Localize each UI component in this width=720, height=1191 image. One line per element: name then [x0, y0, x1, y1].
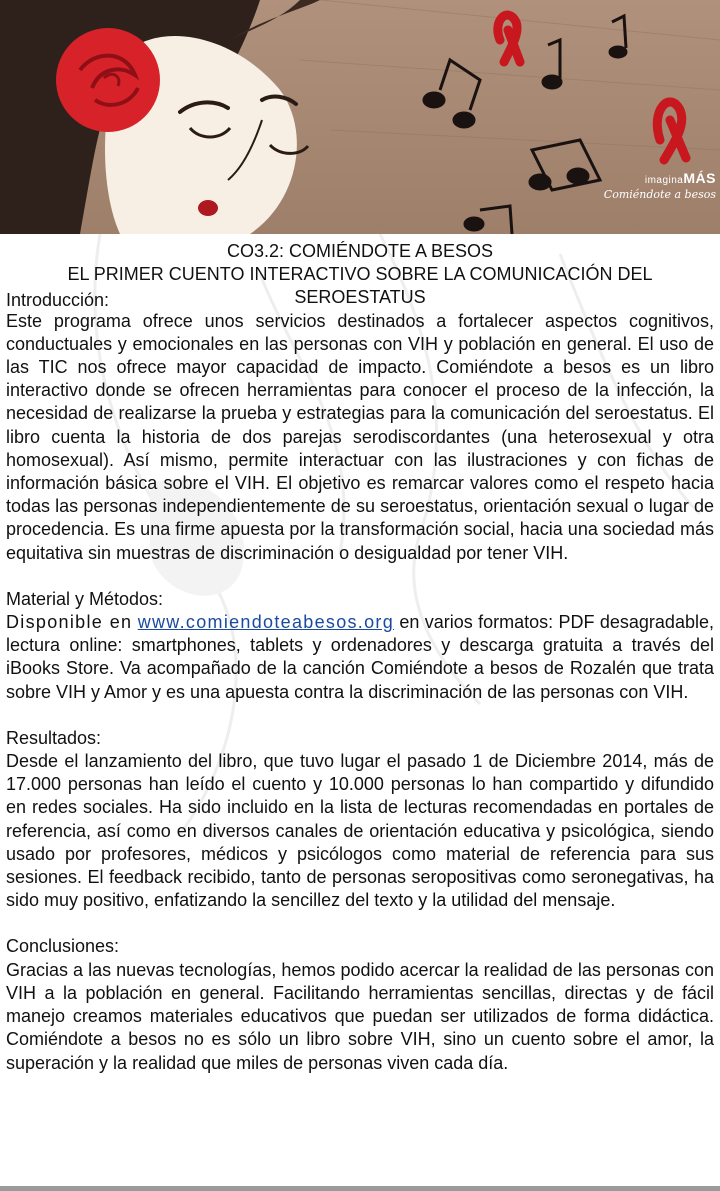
page-subtitle-line-1: EL PRIMER CUENTO INTERACTIVO SOBRE LA COMUNICACIÓN DEL [67, 264, 653, 285]
page-subtitle-line-2: SEROESTATUS [294, 287, 426, 308]
intro-heading: Introducción: [6, 290, 110, 310]
brand-logo-strong: MÁS [683, 170, 716, 186]
brand-logo [596, 170, 716, 201]
methods-heading: Material y Métodos: [6, 588, 164, 609]
conclusions-heading: Conclusiones: [6, 936, 120, 957]
methods-text-rest: en varios formatos: PDF desagradable, lectura online: smartphones, tablets y ordenadores y descarga gratuita a través del iBooks Store. Va acompañado de la canción Comiéndote a besos de Rozalén que trata sobre VIH y Amor y es una apuesta contra la discriminación de las personas con VIH. [6, 612, 714, 702]
rose-icon [56, 28, 160, 132]
bottom-border [0, 1186, 720, 1191]
red-ribbon-icon [498, 15, 686, 160]
page-title: CO3.2: COMIÉNDOTE A BESOS [226, 241, 494, 261]
music-notes-icon [424, 16, 626, 234]
methods-text-start: Disponible en [6, 612, 133, 633]
methods-paragraph [6, 611, 714, 704]
results-paragraph: Desde el lanzamiento del libro, que tuvo lugar el pasado 1 de Diciembre 2014, más de 17.000 personas han leído el cuento y 10.000 personas lo han compartido y difundido en redes sociales. Ha sido incluido en la lista de lecturas recomendadas en portales de referencia, así como en diversos canales de orientación educativa y psicológica, siendo usado por profesores, médicos y psicólogos como material de referencia para sus sesiones. El feedback recibido, tanto de personas seropositivas como seronegativas, ha sido muy positivo, enfatizando la sencillez del texto y la utilidad del mensaje. [6, 751, 714, 911]
website-link[interactable]: www.comiendoteabesos.org [137, 612, 395, 633]
results-heading: Resultados: [6, 727, 102, 748]
title-block [6, 240, 714, 310]
abstract-content [6, 234, 714, 1075]
brand-logo-light: imagina [644, 175, 684, 186]
conclusions-paragraph: Gracias a las nuevas tecnologías, hemos podido acercar la realidad de las personas con VIH a la población en general. Facilitando herramientas sencillas, directas y de fácil manejo creamos materiales educativos que puedan ser utilizados de forma didáctica. Comiéndote a besos no es sólo un libro sobre VIH, sino un cuento sobre el amor, la superación y la realidad que miles de personas viven cada día. [6, 959, 714, 1073]
intro-paragraph: Este programa ofrece unos servicios destinados a fortalecer aspectos cognitivos, conductuales y emocionales en las personas con VIH y población en general. El uso de las TIC nos ofrece mayor capacidad de impacto. Comiéndote a besos es un libro interactivo donde se ofrecen herramientas para conocer el proceso de la infección, la necesidad de realizarse la prueba y estrategias para la comunicación del seroestatus. El libro cuenta la historia de dos parejas serodiscordantes (una heterosexual y otra homosexual). Así mismo, permite interactuar con las ilustraciones y con fichas de información básica sobre el VIH. El objetivo es remarcar valores como el respeto hacia todas las personas independientemente de su seroestatus, orientación sexual o lugar de procedencia. Es una firme apuesta por la transformación social, hacia una sociedad más equitativa sin muestras de discriminación o desigualdad por tener VIH. [6, 310, 714, 563]
header-illustration [0, 0, 720, 234]
brand-tagline: Comiéndote a besos [603, 188, 716, 201]
